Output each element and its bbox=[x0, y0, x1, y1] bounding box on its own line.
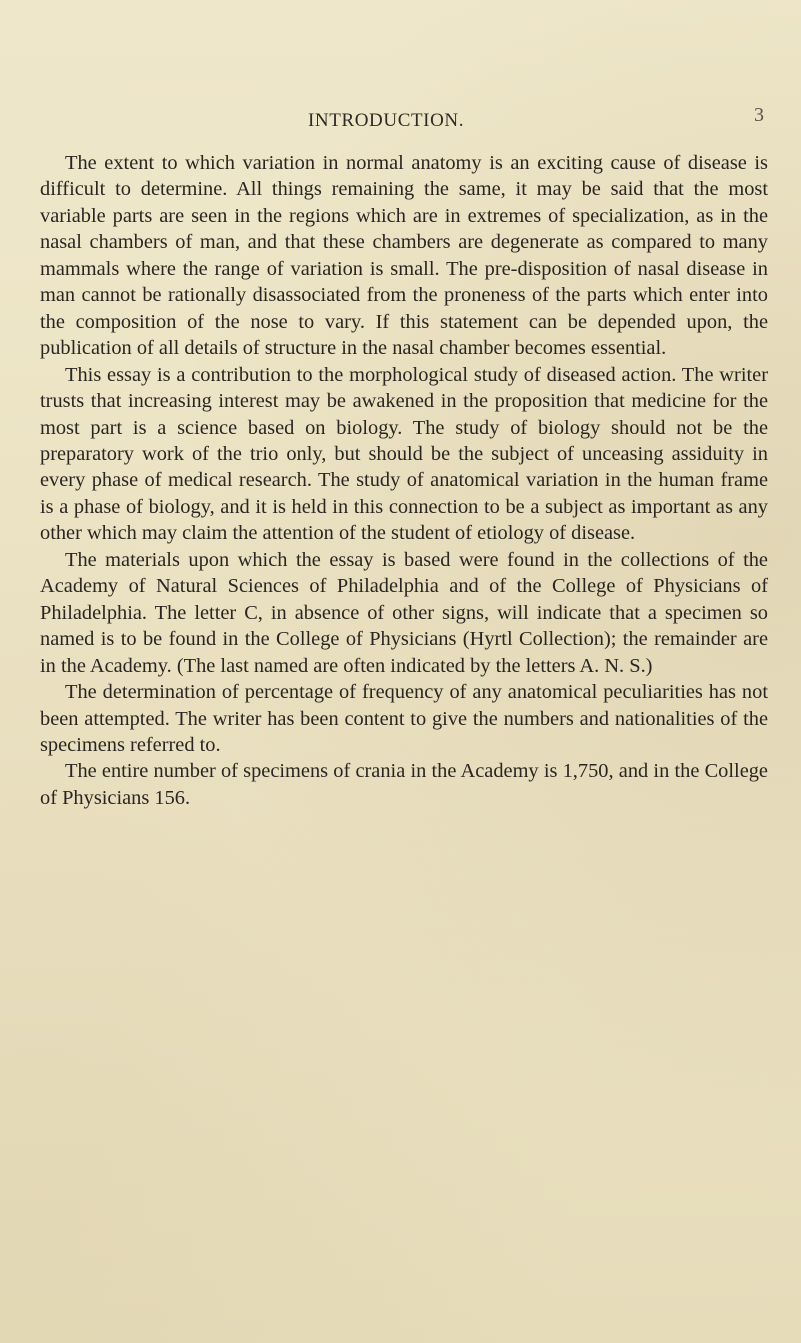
body-text bbox=[40, 150, 768, 811]
paragraph-materials: The materials upon which the essay is based were found in the collections of the Academy of Natural Sciences of Philadelphia and of the College of Physicians of Philadelphia. The letter C, in absence of other signs, will indicate that a specimen so named is to be found in the College of Physicians (Hyrtl Collection); the remainder are in the Academy. (The last named are often indicated by the letters A. N. S.) bbox=[40, 548, 768, 677]
paragraph-variation-and-disease: The extent to which variation in normal anatomy is an exciting cause of disease is difficult to determine. All things remaining the same, it may be said that the most variable parts are seen in the regions which are in extremes of specialization, as in the nasal chambers of man, and that these chambers are degenerate as compared to many mammals where the range of variation is small. The pre-disposition of nasal disease in man cannot be rationally disassociated from the proneness of the parts which enter into the composition of the nose to vary. If this statement can be depended upon, the publication of all details of structure in the nasal chamber becomes essential. bbox=[40, 152, 768, 360]
running-head-title: INTRODUCTION. bbox=[308, 110, 465, 131]
page-number: 3 bbox=[754, 104, 764, 126]
paragraph-essay-contribution: This essay is a contribution to the morphological study of diseased action. The writer trusts that increasing interest may be awakened in the proposition that medicine for the most part is a science based on biology. The study of biology should not be the preparatory work of the trio only, but should be the subject of unceasing assiduity in every phase of medical research. The study of anatomical variation in the human frame is a phase of biology, and it is held in this connection to be a subject as important as any other which may claim the attention of the student of etiology of disease. bbox=[40, 363, 768, 545]
paragraph-percentage: The determination of percentage of frequency of any anatomical peculiarities has not been attempted. The writer has been content to give the numbers and nationalities of the specimens referred to. bbox=[40, 681, 768, 756]
running-head bbox=[0, 104, 801, 136]
paragraph-specimen-count: The entire number of specimens of crania in the Academy is 1,750, and in the College of Physicians 156. bbox=[40, 760, 768, 809]
